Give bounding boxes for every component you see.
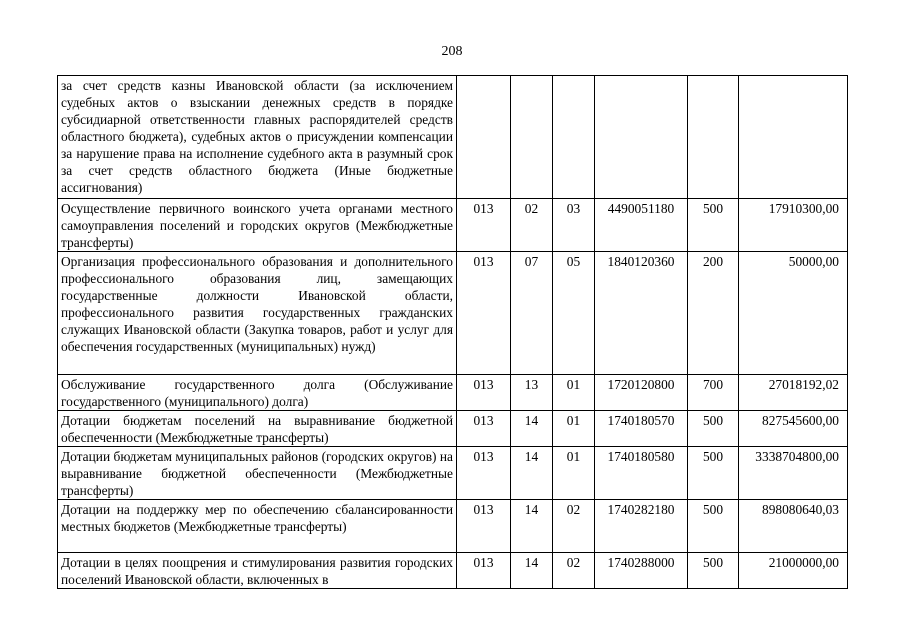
row-ministry-code: 013 [457,500,511,553]
row-section-code: 14 [511,411,553,447]
row-expense-type: 500 [688,199,739,252]
row-expense-type: 500 [688,553,739,589]
row-amount: 3338704800,00 [739,447,848,500]
row-amount: 17910300,00 [739,199,848,252]
row-section-code: 14 [511,447,553,500]
row-name: за счет средств казны Ивановской области (за исключением судебных актов о взыскании денежных средств в порядке субсидиарной ответственности главных распорядителей средств областного бюджета), судебных актов о присуждении компенсации за нарушение права на исполнение судебного акта в разумный срок за счет средств областного бюджета (Иные бюджетные ассигнования) [58,76,457,199]
row-name: Осуществление первичного воинского учета органами местного самоуправления поселений и городских округов (Межбюджетные трансферты) [58,199,457,252]
table-row [58,447,848,500]
row-section-code [511,76,553,199]
row-target-code: 1740282180 [595,500,688,553]
row-expense-type: 500 [688,447,739,500]
row-amount: 50000,00 [739,252,848,375]
row-target-code: 1740180570 [595,411,688,447]
row-target-code [595,76,688,199]
row-subsection-code: 01 [553,375,595,411]
row-subsection-code [553,76,595,199]
row-section-code: 14 [511,553,553,589]
row-target-code: 1740288000 [595,553,688,589]
row-subsection-code: 01 [553,411,595,447]
table-row [58,76,848,199]
row-ministry-code [457,76,511,199]
row-ministry-code: 013 [457,252,511,375]
row-expense-type: 700 [688,375,739,411]
table-row [58,199,848,252]
row-target-code: 1840120360 [595,252,688,375]
row-ministry-code: 013 [457,375,511,411]
page-number: 208 [441,44,463,59]
row-name: Организация профессионального образования и дополнительного профессионального образования лиц, замещающих государственные должности Ивановской области, профессионального развития государственных гражданских служащих Ивановской области (Закупка товаров, работ и услуг для обеспечения государственных (муниципальных) нужд) [58,252,457,375]
row-section-code: 13 [511,375,553,411]
row-amount: 21000000,00 [739,553,848,589]
table-row [58,411,848,447]
row-name: Дотации бюджетам муниципальных районов (городских округов) на выравнивание бюджетной обеспеченности (Межбюджетные трансферты) [58,447,457,500]
row-ministry-code: 013 [457,553,511,589]
row-subsection-code: 02 [553,500,595,553]
row-ministry-code: 013 [457,199,511,252]
row-ministry-code: 013 [457,447,511,500]
row-name: Дотации в целях поощрения и стимулирования развития городских поселений Ивановской области, включенных в [58,553,457,589]
row-target-code: 4490051180 [595,199,688,252]
row-name: Дотации бюджетам поселений на выравнивание бюджетной обеспеченности (Межбюджетные трансферты) [58,411,457,447]
row-subsection-code: 02 [553,553,595,589]
row-amount [739,76,848,199]
row-expense-type [688,76,739,199]
row-target-code: 1740180580 [595,447,688,500]
table-row [58,500,848,553]
table-row [58,375,848,411]
row-amount: 898080640,03 [739,500,848,553]
budget-table [57,75,848,589]
row-target-code: 1720120800 [595,375,688,411]
row-name: Дотации на поддержку мер по обеспечению сбалансированности местных бюджетов (Межбюджетные трансферты) [58,500,457,553]
row-amount: 827545600,00 [739,411,848,447]
row-expense-type: 500 [688,411,739,447]
row-amount: 27018192,02 [739,375,848,411]
row-subsection-code: 05 [553,252,595,375]
row-subsection-code: 03 [553,199,595,252]
row-section-code: 14 [511,500,553,553]
row-subsection-code: 01 [553,447,595,500]
row-expense-type: 500 [688,500,739,553]
row-section-code: 07 [511,252,553,375]
row-section-code: 02 [511,199,553,252]
table-row [58,252,848,375]
row-ministry-code: 013 [457,411,511,447]
table-row [58,553,848,589]
row-name: Обслуживание государственного долга (Обслуживание государственного (муниципального) долга) [58,375,457,411]
row-expense-type: 200 [688,252,739,375]
